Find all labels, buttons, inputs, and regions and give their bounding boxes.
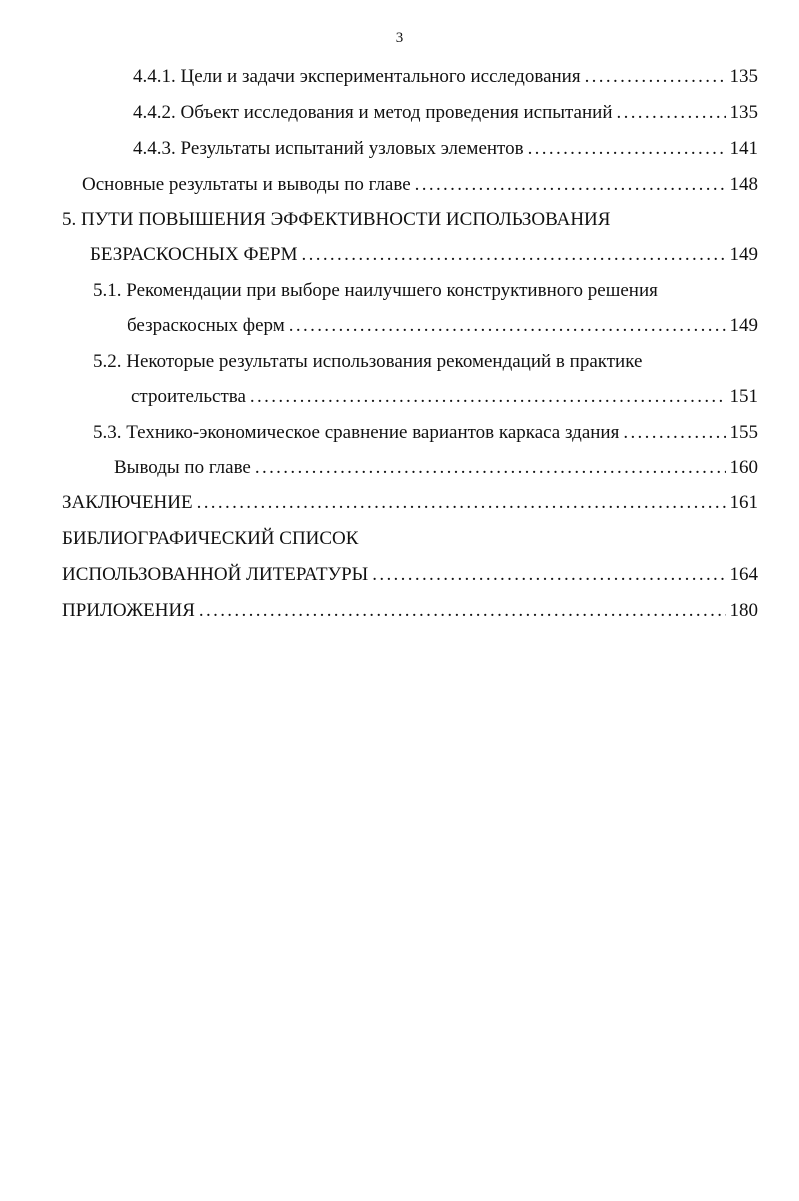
toc-entry-text: Основные результаты и выводы по главе (82, 174, 411, 195)
toc-entry-text: строительства (131, 386, 246, 407)
toc-entry-page: 149 (729, 315, 758, 336)
dot-leader (250, 382, 726, 412)
dot-leader (617, 98, 726, 128)
toc-entry-appendices (62, 596, 758, 626)
toc-entry-text: 5.1. Рекомендации при выборе наилучшего конструктивного решения (93, 280, 658, 301)
toc-entry-page: 141 (729, 138, 758, 159)
toc-entry-text: БЕЗРАСКОСНЫХ ФЕРМ (90, 244, 298, 265)
dot-leader (623, 418, 725, 448)
dot-leader (289, 311, 726, 341)
toc-entry-page: 160 (729, 457, 758, 478)
toc-entry-chapter5-conclusions (114, 453, 758, 483)
toc-entry-text: 4.4.1. Цели и задачи экспериментального исследования (133, 66, 581, 87)
dot-leader (302, 240, 726, 270)
toc-entry-text: 5.2. Некоторые результаты использования рекомендаций в практике (93, 351, 643, 372)
toc-entry-5-1-cont (127, 311, 758, 341)
toc-entry-page: 164 (729, 564, 758, 585)
toc-entry-text: ИСПОЛЬЗОВАННОЙ ЛИТЕРАТУРЫ (62, 564, 369, 585)
toc-entry-text: 4.4.2. Объект исследования и метод проведения испытаний (133, 102, 613, 123)
toc-entry-text: ЗАКЛЮЧЕНИЕ (62, 492, 193, 513)
toc-entry-page: 135 (729, 66, 758, 87)
toc-entry-page: 161 (729, 492, 758, 513)
toc-entry-5-2 (93, 347, 758, 377)
dot-leader (372, 560, 725, 590)
toc-entry-4-4-3 (133, 134, 758, 164)
toc-entry-text: 4.4.3. Результаты испытаний узловых элементов (133, 138, 524, 159)
toc-entry-page: 148 (729, 174, 758, 195)
toc-entry-bibliography (62, 524, 758, 554)
toc-entry-chapter4-results (82, 170, 758, 200)
toc-entry-5-3 (93, 418, 758, 448)
toc-entry-page: 151 (729, 386, 758, 407)
toc-entry-chapter5-title-cont (90, 240, 758, 270)
toc-entry-bibliography-cont (62, 560, 758, 590)
toc-entry-text: БИБЛИОГРАФИЧЕСКИЙ СПИСОК (62, 528, 359, 549)
page-number: 3 (395, 30, 404, 46)
dot-leader (199, 596, 726, 626)
toc-entry-chapter5-title (62, 205, 758, 235)
toc-entry-page: 155 (729, 422, 758, 443)
dot-leader (415, 170, 726, 200)
toc-entry-5-1 (93, 276, 758, 306)
toc-entry-text: безраскосных ферм (127, 315, 285, 336)
toc-entry-text: ПРИЛОЖЕНИЯ (62, 600, 195, 621)
toc-entry-conclusion (62, 488, 758, 518)
toc-entry-text: 5. ПУТИ ПОВЫШЕНИЯ ЭФФЕКТИВНОСТИ ИСПОЛЬЗОВАНИЯ (62, 209, 611, 230)
dot-leader (197, 488, 726, 518)
toc-entry-4-4-1 (133, 62, 758, 92)
dot-leader (255, 453, 726, 483)
toc-entry-page: 149 (729, 244, 758, 265)
dot-leader (528, 134, 726, 164)
toc-entry-page: 135 (729, 102, 758, 123)
toc-entry-4-4-2 (133, 98, 758, 128)
toc-entry-text: 5.3. Технико-экономическое сравнение вариантов каркаса здания (93, 422, 620, 443)
toc-entry-page: 180 (729, 600, 758, 621)
toc-entry-5-2-cont (131, 382, 758, 412)
toc-entry-text: Выводы по главе (114, 457, 251, 478)
dot-leader (585, 62, 726, 92)
